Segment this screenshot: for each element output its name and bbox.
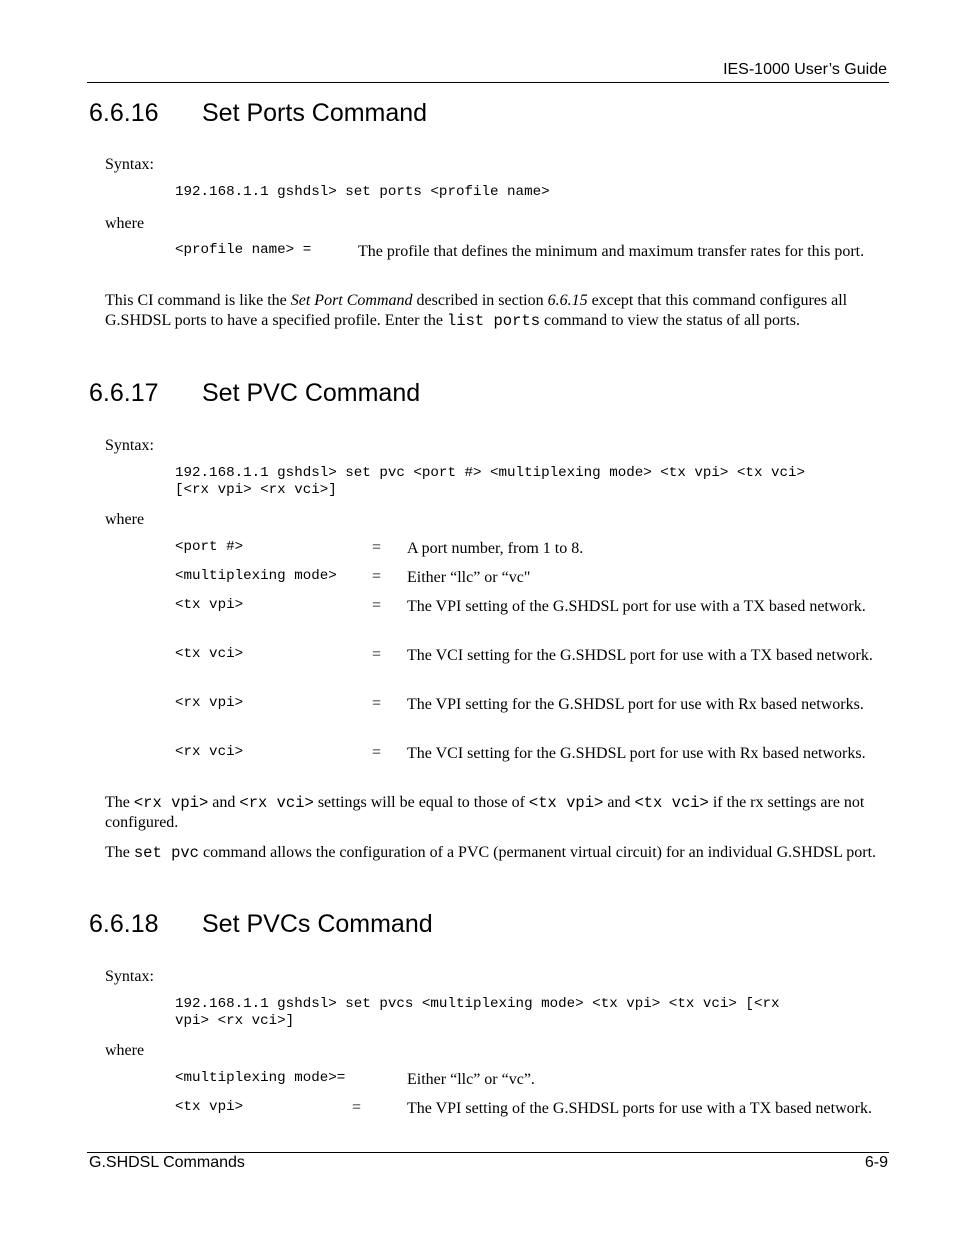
param-description: Either “llc” or “vc”.	[407, 1071, 535, 1088]
command-syntax-line-2: vpi> <rx vci>]	[175, 1013, 295, 1029]
text: The	[105, 794, 134, 811]
text: and	[603, 794, 635, 811]
section-heading-6-6-17	[89, 378, 869, 408]
text: This CI command is like the	[105, 292, 291, 309]
paragraph-set-pvc	[105, 843, 885, 863]
running-header: IES-1000 User’s Guide	[723, 61, 887, 78]
text: except that this command configures all G.SHDSL ports to have a specified profile. Enter the	[105, 292, 848, 329]
inline-code: <rx vci>	[239, 794, 314, 812]
paragraph-rx-settings	[105, 793, 885, 833]
syntax-label: Syntax:	[105, 156, 154, 173]
param-equals: =	[372, 646, 382, 663]
param-name: <tx vci>	[175, 646, 244, 662]
text: The	[105, 844, 134, 861]
param-name: <profile name> =	[175, 242, 312, 258]
inline-code: set pvc	[133, 844, 199, 862]
where-label: where	[105, 215, 145, 232]
param-equals: =	[372, 597, 382, 614]
where-label: where	[105, 511, 145, 528]
section-title: Set PVC Command	[202, 379, 421, 407]
section-title: Set Ports Command	[202, 99, 428, 127]
param-description: Either “llc” or “vc"	[407, 569, 531, 586]
inline-code: <tx vci>	[634, 794, 709, 812]
command-syntax-line-2: [<rx vpi> <rx vci>]	[175, 482, 337, 498]
section-number: 6.6.17	[89, 379, 159, 407]
param-name: <rx vci>	[175, 744, 244, 760]
param-description: The profile that defines the minimum and maximum transfer rates for this port.	[358, 243, 865, 260]
section-heading-6-6-16	[89, 98, 869, 128]
syntax-label: Syntax:	[105, 437, 154, 454]
footer-rule	[87, 1152, 889, 1153]
text: command to view the status of all ports.	[540, 312, 800, 329]
section-title: Set PVCs Command	[202, 910, 433, 938]
param-description: The VPI setting of the G.SHDSL ports for use with a TX based network.	[407, 1100, 872, 1117]
section-reference: 6.6.15	[547, 292, 588, 309]
text: described in section	[412, 292, 548, 309]
page-number: 6-9	[864, 1154, 888, 1171]
param-equals: =	[372, 695, 382, 712]
text: and	[208, 794, 240, 811]
param-equals: =	[352, 1099, 362, 1116]
param-name: <tx vpi>	[175, 1099, 244, 1115]
section-number: 6.6.18	[89, 910, 159, 938]
text: command allows the configuration of a PVC (permanent virtual circuit) for an individual G.SHDSL port.	[199, 844, 877, 861]
param-description: The VPI setting of the G.SHDSL port for use with a TX based network.	[407, 598, 866, 615]
footer-chapter: G.SHDSL Commands	[89, 1154, 245, 1171]
command-syntax-line-1: 192.168.1.1 gshdsl> set pvc <port #> <multiplexing mode> <tx vpi> <tx vci>	[175, 465, 806, 481]
where-label: where	[105, 1042, 145, 1059]
syntax-label: Syntax:	[105, 968, 154, 985]
param-name: <tx vpi>	[175, 597, 244, 613]
param-name: <multiplexing mode>=	[175, 1070, 346, 1086]
param-description: The VCI setting for the G.SHDSL port for use with a TX based network.	[407, 647, 873, 664]
param-name: <rx vpi>	[175, 695, 244, 711]
paragraph-set-ports	[105, 291, 885, 331]
inline-code: <rx vpi>	[133, 794, 209, 812]
inline-code: list ports	[446, 312, 540, 330]
command-reference: Set Port Command	[290, 292, 413, 309]
param-name: <multiplexing mode>	[175, 568, 337, 584]
text: settings will be equal to those of	[313, 794, 529, 811]
param-name: <port #>	[175, 539, 244, 555]
section-number: 6.6.16	[89, 99, 159, 127]
param-equals: =	[372, 744, 382, 761]
text: if the rx settings are not configured.	[105, 794, 865, 831]
param-equals: =	[372, 539, 382, 556]
command-syntax-line-1: 192.168.1.1 gshdsl> set pvcs <multiplexing mode> <tx vpi> <tx vci> [<rx	[175, 996, 780, 1012]
header-rule	[87, 82, 889, 83]
section-heading-6-6-18	[89, 909, 869, 939]
inline-code: <tx vpi>	[528, 794, 604, 812]
param-equals: =	[372, 568, 382, 585]
param-description: A port number, from 1 to 8.	[407, 540, 584, 557]
param-description: The VCI setting for the G.SHDSL port for use with Rx based networks.	[407, 745, 866, 762]
param-description: The VPI setting for the G.SHDSL port for use with Rx based networks.	[407, 696, 864, 713]
command-syntax: 192.168.1.1 gshdsl> set ports <profile name>	[175, 184, 550, 200]
